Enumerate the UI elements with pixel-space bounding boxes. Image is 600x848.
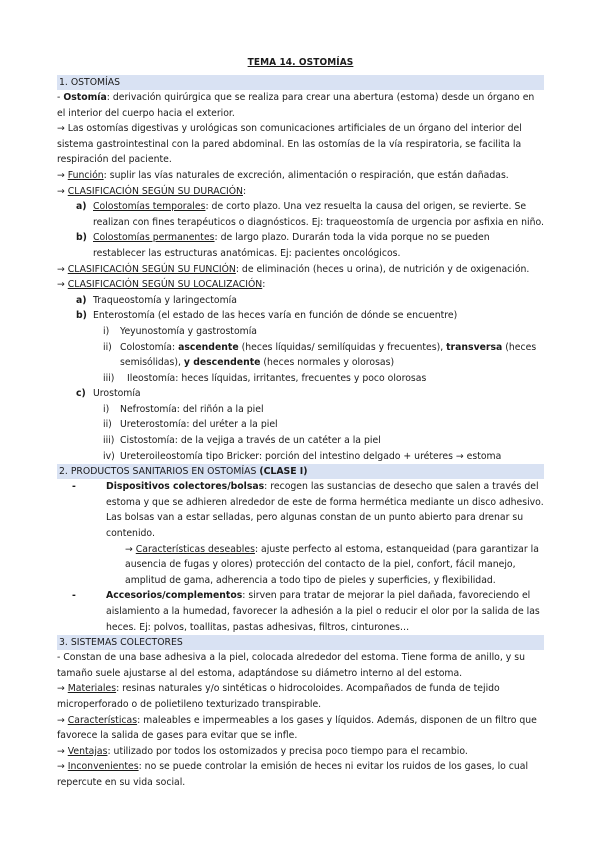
bullet-item	[57, 479, 544, 541]
sistemas-paragraph: - Constan de una base adhesiva a la piel, colocada alrededor del estoma. Tiene forma de anillo, y su tamaño suele ajustarse al del estoma, adaptándose su diámetro interno al del estoma.	[57, 652, 525, 679]
list-marker: b)	[76, 232, 87, 244]
item-text: : de corto plazo. Una vez resuelta la causa del origen, se revierte. Se realizan con fines terapéuticos o diagnósticos. Ej: traqueostomía de urgencia por asfixia en niño.	[93, 201, 544, 228]
list-text: Enterostomía (el estado de las heces varía en función de dónde se encuentre)	[93, 310, 458, 322]
colostomias-permanentes-term: Colostomías permanentes	[93, 232, 215, 244]
arrow: →	[57, 714, 68, 726]
funcion-line	[57, 168, 544, 184]
list-marker: b)	[76, 310, 87, 322]
arrow: →	[57, 169, 68, 181]
list-item	[57, 293, 544, 309]
section-heading-ostomias: 1. OSTOMÍAS	[57, 75, 544, 90]
bullet-marker: -	[72, 590, 76, 602]
list-marker: a)	[76, 294, 87, 306]
text: : ajuste perfecto al estoma, estanqueidad (para garantizar la ausencia de fugas y olores) protección del contacto de la piel, confort, fácil manejo, amplitud de gama, adherencia a todo tipo de pieles y superficies, y flexibilidad.	[125, 543, 539, 586]
list-item	[57, 199, 544, 230]
materiales-line	[57, 681, 544, 712]
list-text	[120, 340, 544, 371]
transversa-term: transversa	[446, 341, 503, 353]
list-marker: a)	[76, 201, 87, 213]
sub-list-item	[57, 449, 544, 465]
funcion-classification-term: CLASIFICACIÓN SEGÚN SU FUNCIÓN	[67, 263, 236, 275]
funcion-text: : suplir las vías naturales de excreción, alimentación o respiración, que están dañadas.	[103, 169, 509, 181]
list-marker: ii)	[103, 419, 112, 431]
list-item	[57, 230, 544, 261]
text: : utilizado por todos los ostomizados y precisa poco tiempo para el recambio.	[107, 745, 468, 757]
list-text	[93, 199, 544, 230]
list-marker: i)	[103, 403, 110, 415]
bullet-marker: -	[72, 481, 76, 493]
arrow: →	[57, 279, 68, 291]
list-text: Urostomía	[93, 388, 141, 400]
text: (heces semisólidas),	[120, 341, 537, 369]
sub-list-item	[57, 371, 544, 387]
section-heading-productos	[57, 464, 544, 479]
dispositivos-term: Dispositivos colectores/bolsas	[106, 481, 265, 493]
arrow: →	[57, 761, 68, 773]
list-marker: i)	[103, 325, 110, 337]
text: : resinas naturales y/o sintéticas o hidrocoloides. Acompañados de funda de tejido microperforado o de polietileno texturizado transpirable.	[57, 683, 500, 710]
indent	[57, 542, 125, 589]
caracteristicas-line	[57, 713, 544, 744]
duracion-heading	[57, 184, 544, 200]
localizacion-heading	[57, 277, 544, 293]
sub-list-item	[57, 402, 544, 418]
list-marker: iii)	[103, 372, 115, 384]
sub-list-item	[57, 340, 544, 371]
text: : maleables e impermeables a los gases y líquidos. Además, disponen de un filtro que favorece la salida de gases para evitar que se infle.	[57, 714, 537, 742]
ostomia-def: : derivación quirúrgica que se realiza para crear una abertura (estoma) desde un órgano en el interior del cuerpo hacia el exterior.	[57, 92, 535, 119]
descendente-term: y descendente	[183, 357, 261, 369]
list-text: Cistostomía: de la vejiga a través de un catéter a la piel	[120, 435, 381, 447]
bullet-text	[125, 542, 544, 589]
list-text	[93, 230, 544, 261]
arrow: →	[57, 683, 68, 695]
colon: :	[242, 185, 247, 197]
caracteristicas-deseables-term: Características deseables	[135, 543, 255, 555]
ostomia-definition	[57, 90, 544, 121]
list-marker: iv)	[103, 450, 115, 462]
document-page	[57, 55, 544, 791]
heading-text: 2. PRODUCTOS SANITARIOS EN OSTOMÍAS	[59, 466, 260, 478]
text: Colostomía:	[120, 341, 179, 353]
bullet-sub-item	[57, 542, 544, 589]
text: (heces líquidas/ semilíquidas y frecuentes),	[238, 341, 447, 353]
text: (heces normales y olorosas)	[260, 357, 395, 369]
list-item	[57, 308, 544, 324]
bullet-text	[106, 479, 544, 541]
list-text: Yeyunostomía y gastrostomía	[120, 325, 257, 337]
bullet-item	[57, 588, 544, 635]
sub-list-item	[57, 417, 544, 433]
ascendente-term: ascendente	[178, 341, 239, 353]
list-marker: c)	[76, 388, 86, 400]
text: : no se puede controlar la emisión de heces ni evitar los ruidos de los gases, lo cual repercute en su vida social.	[57, 761, 529, 788]
list-text: Ureterostomía: del uréter a la piel	[120, 419, 278, 431]
ventajas-line	[57, 744, 544, 760]
list-text: Nefrostomía: del riñón a la piel	[120, 403, 264, 415]
sub-list-item	[57, 324, 544, 340]
list-item	[57, 386, 544, 402]
funcion-classification	[57, 262, 544, 278]
colostomias-temporales-term: Colostomías temporales	[93, 201, 206, 213]
arrow: →	[57, 263, 68, 275]
section-heading-sistemas: 3. SISTEMAS COLECTORES	[57, 635, 544, 650]
funcion-term: Función	[67, 169, 104, 181]
localizacion-term: CLASIFICACIÓN SEGÚN SU LOCALIZACIÓN	[67, 279, 263, 291]
duracion-term: CLASIFICACIÓN SEGÚN SU DURACIÓN	[67, 185, 243, 197]
arrow: →	[57, 185, 68, 197]
list-marker: iii)	[103, 435, 115, 447]
materiales-term: Materiales	[67, 683, 117, 695]
item-text: : de largo plazo. Durarán toda la vida porque no se pueden restablecer las estructuras anatómicas. Ej: pacientes oncológicos.	[93, 232, 490, 259]
text: : sirven para tratar de mejorar la piel dañada, favoreciendo el aislamiento a la humedad, favorecer la adhesión a la piel o reducir el olor por la salida de las heces. Ej: polvos, toallitas, pastas adhesivas, filtros, cinturones…	[106, 590, 540, 633]
heading-class: (CLASE I)	[259, 466, 308, 478]
inconvenientes-line	[57, 759, 544, 790]
dash: -	[57, 92, 64, 103]
colon: :	[262, 279, 266, 291]
inconvenientes-term: Inconvenientes	[67, 761, 139, 773]
document-title: TEMA 14. OSTOMÍAS	[247, 57, 354, 68]
arrow: →	[57, 745, 68, 757]
ventajas-term: Ventajas	[67, 745, 108, 757]
arrow: →	[125, 543, 136, 555]
accesorios-term: Accesorios/complementos	[106, 590, 243, 602]
digestive-paragraph: → Las ostomías digestivas y urológicas son comunicaciones artificiales de un órgano del interior del sistema gastrointestinal con la pared abdominal. En las ostomías de la vía respiratoria, se facilita la respiración del paciente.	[57, 123, 522, 166]
bullet-text	[106, 588, 544, 635]
sub-list-item	[57, 433, 544, 449]
ostomia-term: Ostomía	[63, 92, 107, 103]
list-text: Ileostomía: heces líquidas, irritantes, frecuentes y poco olorosas	[127, 372, 427, 384]
list-marker: ii)	[103, 341, 112, 353]
item-text: : de eliminación (heces u orina), de nutrición y de oxigenación.	[235, 263, 530, 275]
list-text: Ureteroileostomía tipo Bricker: porción del intestino delgado + uréteres → estoma	[120, 450, 502, 462]
caracteristicas-term: Características	[67, 714, 138, 726]
list-text: Traqueostomía y laringectomía	[93, 294, 237, 306]
text: : recogen las sustancias de desecho que salen a través del estoma y que se adhieren alrededor de este de forma hermética mediante un disco adhesivo. Las bolsas van a estar selladas, pero algunas constan de un punto abierto para drenar su contenido.	[106, 481, 544, 540]
